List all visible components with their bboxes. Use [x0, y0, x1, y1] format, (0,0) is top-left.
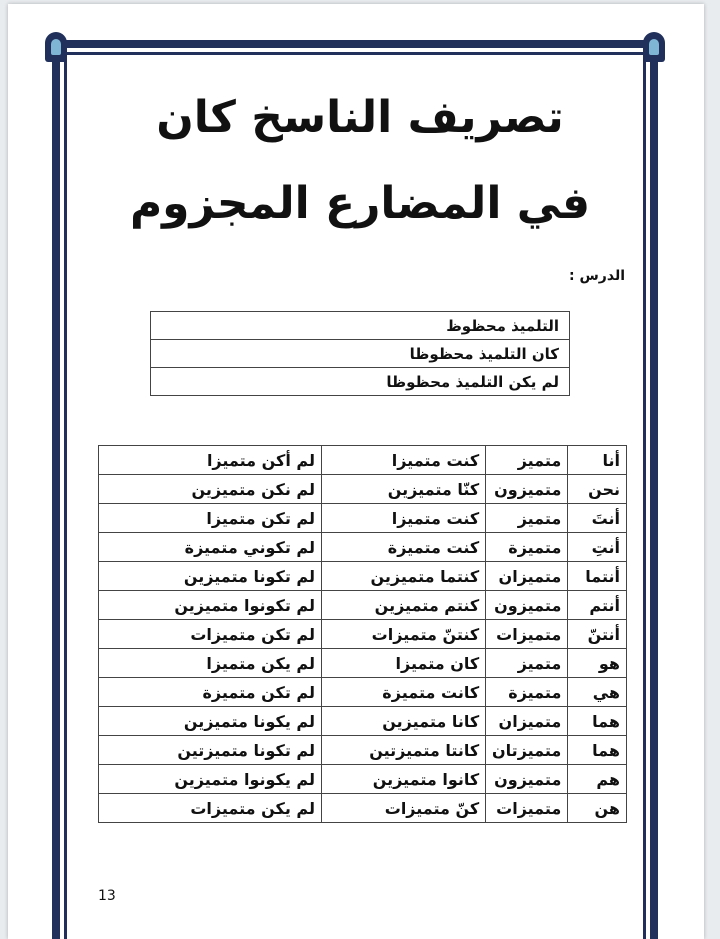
pronoun-cell: هما	[568, 736, 627, 765]
kana-past-cell: كنت متميزا	[321, 504, 485, 533]
page-subtitle: في المضارع المجزوم	[129, 178, 591, 229]
example-row	[151, 340, 570, 368]
table-row	[99, 562, 627, 591]
pronoun-cell: هم	[568, 765, 627, 794]
table-row	[99, 591, 627, 620]
pronoun-cell: هو	[568, 649, 627, 678]
table-row	[99, 446, 627, 475]
kana-past-cell: كانتا متميزتين	[321, 736, 485, 765]
page-title: تصريف الناسخ كان	[156, 92, 564, 143]
kana-past-cell: كنتما متميزين	[321, 562, 485, 591]
example-row	[151, 312, 570, 340]
kana-past-cell: كنتنّ متميزات	[321, 620, 485, 649]
adjective-cell: متميزتان	[486, 736, 568, 765]
adjective-cell: متميزات	[486, 620, 568, 649]
jussive-cell: لم تكن متميزة	[99, 678, 322, 707]
table-row	[99, 475, 627, 504]
kana-past-cell: كان متميزا	[321, 649, 485, 678]
kana-past-cell: كانا متميزين	[321, 707, 485, 736]
kana-past-cell: كنت متميزا	[321, 446, 485, 475]
frame-right-border	[650, 40, 658, 939]
pronoun-cell: أنتنّ	[568, 620, 627, 649]
pronoun-cell: نحن	[568, 475, 627, 504]
pronoun-cell: أنتما	[568, 562, 627, 591]
adjective-cell: متميز	[486, 446, 568, 475]
frame-corner-ornament-icon	[45, 32, 67, 62]
jussive-cell: لم أكن متميزا	[99, 446, 322, 475]
kana-past-cell: كنت متميزة	[321, 533, 485, 562]
frame-left-border	[52, 40, 60, 939]
frame-top-inner-border	[60, 52, 650, 55]
example-row	[151, 368, 570, 396]
table-row	[99, 736, 627, 765]
conjugation-table	[98, 445, 627, 823]
table-row	[99, 678, 627, 707]
jussive-cell: لم تكونا متميزتين	[99, 736, 322, 765]
pronoun-cell: أنتم	[568, 591, 627, 620]
frame-top-border	[60, 40, 650, 48]
adjective-cell: متميزون	[486, 765, 568, 794]
frame-corner-ornament-icon	[643, 32, 665, 62]
table-row	[99, 707, 627, 736]
table-row	[99, 533, 627, 562]
example-sentence: التلميذ محظوظ	[151, 312, 570, 340]
jussive-cell: لم تكن متميزات	[99, 620, 322, 649]
example-sentence: لم يكن التلميذ محظوظا	[151, 368, 570, 396]
jussive-cell: لم يكن متميزا	[99, 649, 322, 678]
lesson-label: الدرس :	[569, 268, 625, 284]
pronoun-cell: هما	[568, 707, 627, 736]
adjective-cell: متميزون	[486, 591, 568, 620]
jussive-cell: لم يكن متميزات	[99, 794, 322, 823]
adjective-cell: متميزة	[486, 678, 568, 707]
table-row	[99, 620, 627, 649]
jussive-cell: لم تكن متميزا	[99, 504, 322, 533]
page-number: 13	[98, 888, 116, 904]
kana-past-cell: كانوا متميزين	[321, 765, 485, 794]
table-row	[99, 765, 627, 794]
adjective-cell: متميزون	[486, 475, 568, 504]
jussive-cell: لم تكوني متميزة	[99, 533, 322, 562]
example-sentence: كان التلميذ محظوظا	[151, 340, 570, 368]
adjective-cell: متميزة	[486, 533, 568, 562]
table-row	[99, 794, 627, 823]
kana-past-cell: كنتم متميزين	[321, 591, 485, 620]
adjective-cell: متميزان	[486, 562, 568, 591]
jussive-cell: لم تكونا متميزين	[99, 562, 322, 591]
pronoun-cell: هي	[568, 678, 627, 707]
adjective-cell: متميزان	[486, 707, 568, 736]
adjective-cell: متميزات	[486, 794, 568, 823]
frame-left-inner-border	[64, 55, 67, 939]
jussive-cell: لم نكن متميزين	[99, 475, 322, 504]
jussive-cell: لم يكونوا متميزين	[99, 765, 322, 794]
table-row	[99, 649, 627, 678]
pronoun-cell: أنا	[568, 446, 627, 475]
pronoun-cell: أنتِ	[568, 533, 627, 562]
kana-past-cell: كنّا متميزين	[321, 475, 485, 504]
jussive-cell: لم تكونوا متميزين	[99, 591, 322, 620]
adjective-cell: متميز	[486, 649, 568, 678]
kana-past-cell: كنّ متميزات	[321, 794, 485, 823]
table-row	[99, 504, 627, 533]
adjective-cell: متميز	[486, 504, 568, 533]
example-table	[150, 311, 570, 396]
jussive-cell: لم يكونا متميزين	[99, 707, 322, 736]
frame-right-inner-border	[643, 55, 646, 939]
pronoun-cell: أنتَ	[568, 504, 627, 533]
pronoun-cell: هن	[568, 794, 627, 823]
kana-past-cell: كانت متميزة	[321, 678, 485, 707]
